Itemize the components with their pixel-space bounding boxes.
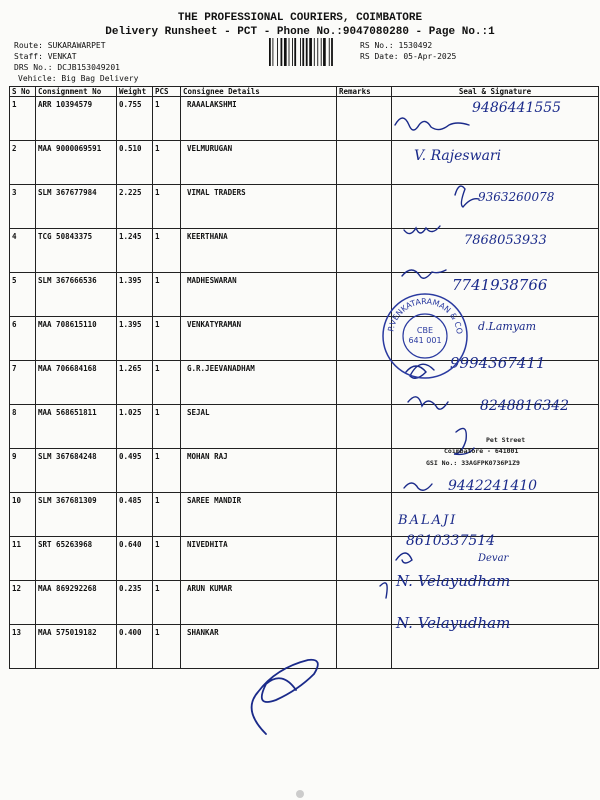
row-weight: 0.495 xyxy=(117,449,153,493)
row-pcs: 1 xyxy=(153,581,181,625)
row-pcs: 1 xyxy=(153,625,181,669)
barcode-bar xyxy=(272,38,273,66)
table-header-row xyxy=(10,87,599,97)
table-row xyxy=(10,273,599,317)
row-consignee: VELMURUGAN xyxy=(181,141,337,185)
col-header-sno: S No xyxy=(10,87,36,97)
row-consignee: ARUN KUMAR xyxy=(181,581,337,625)
row-weight: 2.225 xyxy=(117,185,153,229)
table-row xyxy=(10,361,599,405)
row-signature-cell xyxy=(392,537,599,581)
table-row xyxy=(10,405,599,449)
col-header-signature: Seal & Signature xyxy=(392,87,599,97)
signature-3-phone: 9363260078 xyxy=(478,190,555,204)
row-consignment-no: MAA 575019182 xyxy=(36,625,117,669)
row-signature-cell xyxy=(392,185,599,229)
route-label: Route: SUKARAWARPET xyxy=(14,41,106,50)
row-remarks xyxy=(337,405,392,449)
row-weight: 0.485 xyxy=(117,493,153,537)
row-pcs: 1 xyxy=(153,141,181,185)
row-remarks xyxy=(337,493,392,537)
barcode-bar xyxy=(281,38,283,66)
row-pcs: 1 xyxy=(153,97,181,141)
signature-12-note: Devar xyxy=(478,553,509,564)
row-weight: 0.640 xyxy=(117,537,153,581)
row-weight: 1.265 xyxy=(117,361,153,405)
row-consignment-no: SLM 367681309 xyxy=(36,493,117,537)
row-pcs: 1 xyxy=(153,405,181,449)
barcode-bar xyxy=(329,38,330,66)
signature-1-phone: 9486441555 xyxy=(472,100,562,116)
row-remarks xyxy=(337,625,392,669)
row-pcs: 1 xyxy=(153,537,181,581)
row-sno: 9 xyxy=(10,449,36,493)
row-consignee: RAAALAKSHMI xyxy=(181,97,337,141)
row-weight: 0.510 xyxy=(117,141,153,185)
row-consignment-no: MAA 9000069591 xyxy=(36,141,117,185)
row-pcs: 1 xyxy=(153,273,181,317)
vehicle-label: Vehicle: Big Bag Delivery xyxy=(18,74,139,83)
row-signature-cell xyxy=(392,405,599,449)
row-pcs: 1 xyxy=(153,229,181,273)
gst-stamp-line2: Coimbatore - 641001 xyxy=(444,447,519,455)
row-sno: 5 xyxy=(10,273,36,317)
row-remarks xyxy=(337,361,392,405)
col-header-consignee: Consignee Details xyxy=(181,87,337,97)
row-weight: 1.025 xyxy=(117,405,153,449)
row-consignee: SHANKAR xyxy=(181,625,337,669)
drs-number: DRS No.: DCJB153049201 xyxy=(14,63,120,72)
gst-stamp-line1: Pet Street xyxy=(486,436,526,444)
header-right-info xyxy=(360,40,456,62)
row-consignment-no: SLM 367666536 xyxy=(36,273,117,317)
row-remarks xyxy=(337,97,392,141)
signature-2-name: V. Rajeswari xyxy=(414,148,502,164)
punch-hole-mark xyxy=(296,790,304,798)
barcode xyxy=(268,38,352,66)
signature-10-phone: 9442241410 xyxy=(448,478,538,494)
row-pcs: 1 xyxy=(153,449,181,493)
signature-8-phone: 8248816342 xyxy=(480,398,570,414)
barcode-bar xyxy=(302,38,304,66)
row-sno: 6 xyxy=(10,317,36,361)
row-pcs: 1 xyxy=(153,185,181,229)
sheet-title: THE PROFESSIONAL COURIERS, COIMBATORE xyxy=(177,12,423,24)
barcode-bar xyxy=(306,38,308,66)
row-signature-cell xyxy=(392,317,599,361)
signature-6-name: d.Lamyam xyxy=(478,320,537,333)
row-sno: 2 xyxy=(10,141,36,185)
row-signature-cell xyxy=(392,97,599,141)
staff-label: Staff: VENKAT xyxy=(14,52,77,61)
barcode-bar xyxy=(331,38,333,66)
table-row xyxy=(10,625,599,669)
col-header-weight: Weight xyxy=(117,87,153,97)
row-consignee: SEJAL xyxy=(181,405,337,449)
row-consignment-no: MAA 708615110 xyxy=(36,317,117,361)
row-weight: 0.400 xyxy=(117,625,153,669)
row-weight: 1.395 xyxy=(117,317,153,361)
row-consignee: MOHAN RAJ xyxy=(181,449,337,493)
row-signature-cell xyxy=(392,361,599,405)
signature-12-name: N. Velayudham xyxy=(396,572,511,590)
row-consignment-no: SLM 367684248 xyxy=(36,449,117,493)
row-consignee: VENKATYRAMAN xyxy=(181,317,337,361)
rs-date: RS Date: 05-Apr-2025 xyxy=(360,52,457,61)
sheet-subtitle: Delivery Runsheet - PCT - Phone No.:9047080280 - Page No.:1 xyxy=(105,26,495,38)
row-remarks xyxy=(337,581,392,625)
runsheet-table xyxy=(9,86,599,669)
row-signature-cell xyxy=(392,493,599,537)
row-sno: 10 xyxy=(10,493,36,537)
barcode-bar xyxy=(269,38,271,66)
row-signature-cell xyxy=(392,625,599,669)
row-remarks xyxy=(337,141,392,185)
seal-center-top: CBE xyxy=(416,326,434,335)
row-remarks xyxy=(337,273,392,317)
row-sno: 1 xyxy=(10,97,36,141)
barcode-bar xyxy=(294,38,296,66)
row-signature-cell xyxy=(392,229,599,273)
signature-7-phone: 9994367411 xyxy=(450,354,546,372)
signature-4-phone: 7868053933 xyxy=(464,233,547,248)
row-remarks xyxy=(337,317,392,361)
row-consignment-no: MAA 869292268 xyxy=(36,581,117,625)
row-pcs: 1 xyxy=(153,317,181,361)
signature-5-phone: 7741938766 xyxy=(452,276,548,294)
table-row xyxy=(10,229,599,273)
signature-11-name: BALAJI xyxy=(398,513,458,528)
col-header-pcs: PCS xyxy=(153,87,181,97)
barcode-bar xyxy=(277,38,278,66)
table-row xyxy=(10,317,599,361)
barcode-bar xyxy=(317,38,318,66)
row-pcs: 1 xyxy=(153,493,181,537)
row-consignee: G.R.JEEVANADHAM xyxy=(181,361,337,405)
row-consignment-no: ARR 10394579 xyxy=(36,97,117,141)
barcode-bar xyxy=(289,38,290,66)
barcode-bar xyxy=(309,38,312,66)
row-signature-cell xyxy=(392,141,599,185)
row-sno: 3 xyxy=(10,185,36,229)
barcode-bar xyxy=(323,38,326,66)
row-pcs: 1 xyxy=(153,361,181,405)
barcode-bar xyxy=(300,38,301,66)
table-row xyxy=(10,581,599,625)
table-row xyxy=(10,449,599,493)
col-header-remarks: Remarks xyxy=(337,87,392,97)
row-sno: 8 xyxy=(10,405,36,449)
row-consignee: NIVEDHITA xyxy=(181,537,337,581)
row-consignment-no: SRT 65263968 xyxy=(36,537,117,581)
row-signature-cell xyxy=(392,581,599,625)
row-consignment-no: SLM 367677984 xyxy=(36,185,117,229)
barcode-bar xyxy=(321,38,322,66)
rs-number: RS No.: 1530492 xyxy=(360,41,433,50)
row-signature-cell xyxy=(392,273,599,317)
row-sno: 7 xyxy=(10,361,36,405)
row-weight: 0.755 xyxy=(117,97,153,141)
table-row xyxy=(10,141,599,185)
row-consignment-no: TCG 50843375 xyxy=(36,229,117,273)
barcode-bar xyxy=(292,38,293,66)
row-sno: 12 xyxy=(10,581,36,625)
row-remarks xyxy=(337,449,392,493)
seal-ring-text: P.VENKATARAMAN & CO xyxy=(386,296,465,335)
table-row xyxy=(10,537,599,581)
row-signature-cell xyxy=(392,449,599,493)
row-remarks xyxy=(337,229,392,273)
row-consignee: VIMAL TRADERS xyxy=(181,185,337,229)
row-consignment-no: MAA 706684168 xyxy=(36,361,117,405)
table-row xyxy=(10,185,599,229)
row-weight: 0.235 xyxy=(117,581,153,625)
row-remarks xyxy=(337,537,392,581)
signature-11-phone: 8610337514 xyxy=(406,533,496,549)
seal-center-bottom: 641 001 xyxy=(408,336,442,345)
row-consignment-no: MAA 568651811 xyxy=(36,405,117,449)
row-weight: 1.395 xyxy=(117,273,153,317)
row-sno: 11 xyxy=(10,537,36,581)
row-consignee: MADHESWARAN xyxy=(181,273,337,317)
header-left-info xyxy=(14,40,138,84)
barcode-bar xyxy=(284,38,287,66)
signature-13-name: N. Velayudham xyxy=(396,614,511,632)
row-consignee: KEERTHANA xyxy=(181,229,337,273)
table-row xyxy=(10,493,599,537)
barcode-bar xyxy=(314,38,315,66)
row-sno: 13 xyxy=(10,625,36,669)
row-consignee: SAREE MANDIR xyxy=(181,493,337,537)
row-weight: 1.245 xyxy=(117,229,153,273)
row-sno: 4 xyxy=(10,229,36,273)
table-row xyxy=(10,97,599,141)
row-remarks xyxy=(337,185,392,229)
gst-stamp-line3: GSI No.: 33AGFPK0736P1Z9 xyxy=(426,459,520,467)
col-header-consignment: Consignment No xyxy=(36,87,117,97)
